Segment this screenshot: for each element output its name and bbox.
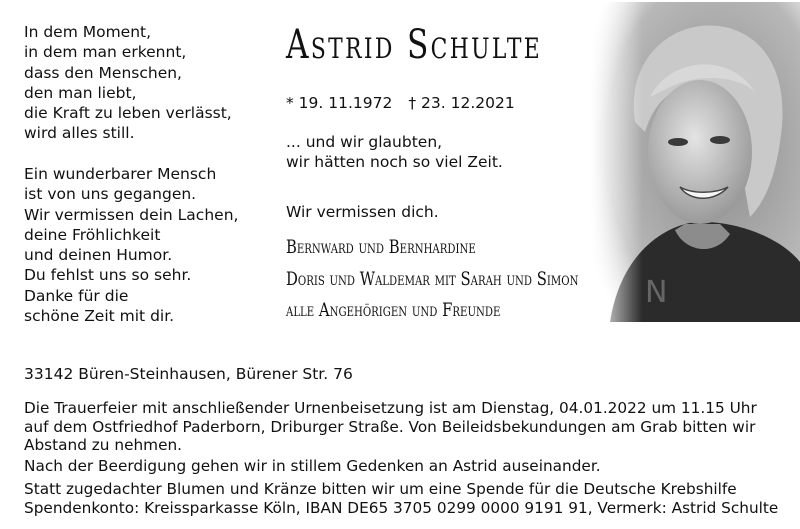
poem-line: In dem Moment, <box>24 23 152 41</box>
funeral-info <box>24 399 794 455</box>
life-dates <box>286 94 531 112</box>
quote <box>286 132 503 173</box>
portrait-photo <box>590 2 800 322</box>
poem-line: und deinen Humor. <box>24 246 173 265</box>
poem-line: den man liebt, <box>24 83 137 102</box>
poem-line: Ein wunderbarer Mensch <box>24 165 217 183</box>
poem-line: ist von uns gegangen. <box>24 185 197 204</box>
farewell-note <box>24 457 794 476</box>
signature-line: Bernward und Bernhardine <box>286 236 476 258</box>
poem-line: in dem man erkennt, <box>24 43 187 62</box>
poem-line: dass den Menschen, <box>24 63 182 82</box>
info-line: Nach der Beerdigung gehen wir in stillem Gedenken an Astrid auseinander. <box>24 457 601 475</box>
info-line: Spendenkonto: Kreissparkasse Köln, IBAN DE65 3705 0299 0000 9191 91, Vermerk: Astrid Schulte <box>24 498 779 517</box>
info-line: auf dem Ostfriedhof Paderborn, Driburger Straße. Von Beileidsbekundungen am Grab bitten wir <box>24 417 756 436</box>
poem-line: schöne Zeit mit dir. <box>24 307 175 326</box>
poem-line: Danke für die <box>24 286 129 305</box>
info-line: Die Trauerfeier mit anschließender Urnenbeisetzung ist am Dienstag, 04.01.2022 um 11.15 Uhr <box>24 399 757 417</box>
info-line: Statt zugedachter Blumen und Kränze bitten wir um eine Spende für die Deutsche Krebshilfe <box>24 480 737 498</box>
poem-line: deine Fröhlichkeit <box>24 225 161 244</box>
deceased-name: Astrid Schulte <box>286 22 543 68</box>
address: 33142 Büren-Steinhausen, Bürener Str. 76 <box>24 365 353 383</box>
poem-line: wird alles still. <box>24 124 135 143</box>
poem-line: die Kraft zu leben verlässt, <box>24 104 232 123</box>
poem-first-stanza <box>24 22 232 144</box>
info-line: Abstand zu nehmen. <box>24 436 183 454</box>
death-date: † 23. 12.2021 <box>408 94 515 112</box>
quote-line: ... und wir glaubten, <box>286 133 443 151</box>
signature-line: alle Angehörigen und Freunde <box>286 299 501 321</box>
signature-line: Doris und Waldemar mit Sarah und Simon <box>286 268 579 290</box>
donation-info <box>24 480 794 517</box>
poem-second-stanza <box>24 164 238 326</box>
poem-line: Wir vermissen dein Lachen, <box>24 205 239 224</box>
quote-line: wir hätten noch so viel Zeit. <box>286 153 503 172</box>
miss-text: Wir vermissen dich. <box>286 203 439 221</box>
birth-date: * 19. 11.1972 <box>286 94 393 112</box>
poem-line: Du fehlst uns so sehr. <box>24 266 192 285</box>
